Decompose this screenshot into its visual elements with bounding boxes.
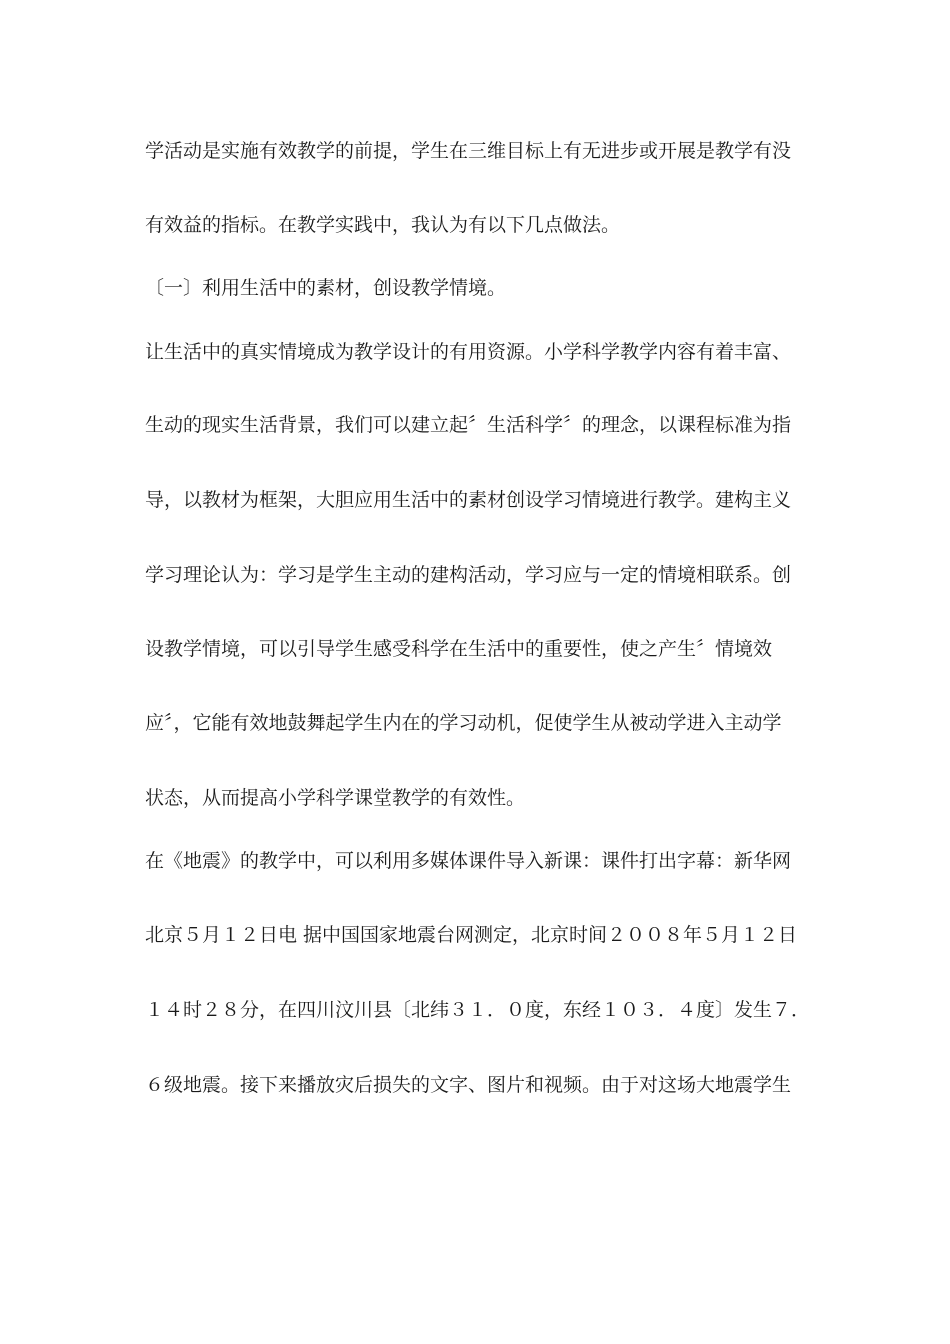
paragraph-line: 在《地震》的教学中，可以利用多媒体课件导入新课：课件打出字幕：新华网 xyxy=(145,850,792,872)
paragraph-line: 设教学情境，可以引导学生感受科学在生活中的重要性，使之产生〞情境效 xyxy=(145,638,773,660)
paragraph-line: １４时２８分，在四川汶川县〔北纬３１．０度，东经１０３．４度〕发生７． xyxy=(145,999,811,1021)
paragraph-line: 导，以教材为框架，大胆应用生活中的素材创设学习情境进行教学。建构主义 xyxy=(145,489,792,511)
paragraph-line: 让生活中的真实情境成为教学设计的有用资源。小学科学教学内容有着丰富、 xyxy=(145,341,792,363)
paragraph-line: 生动的现实生活背景，我们可以建立起〞生活科学〞的理念，以课程标准为指 xyxy=(145,414,792,436)
paragraph-line: 学活动是实施有效教学的前提，学生在三维目标上有无进步或开展是教学有没 xyxy=(145,140,792,162)
paragraph-line: 北京５月１２日电 据中国国家地震台网测定，北京时间２００８年５月１２日 xyxy=(145,924,798,946)
paragraph-line: 状态，从而提高小学科学课堂教学的有效性。 xyxy=(145,787,526,809)
section-heading: 〔一〕利用生活中的素材，创设教学情境。 xyxy=(145,277,507,299)
paragraph-line: 学习理论认为：学习是学生主动的建构活动，学习应与一定的情境相联系。创 xyxy=(145,564,792,586)
paragraph-line: 有效益的指标。在教学实践中，我认为有以下几点做法。 xyxy=(145,214,621,236)
paragraph-line: ６级地震。接下来播放灾后损失的文字、图片和视频。由于对这场大地震学生 xyxy=(145,1074,792,1096)
paragraph-line: 应〞，它能有效地鼓舞起学生内在的学习动机，促使学生从被动学进入主动学 xyxy=(145,712,782,734)
